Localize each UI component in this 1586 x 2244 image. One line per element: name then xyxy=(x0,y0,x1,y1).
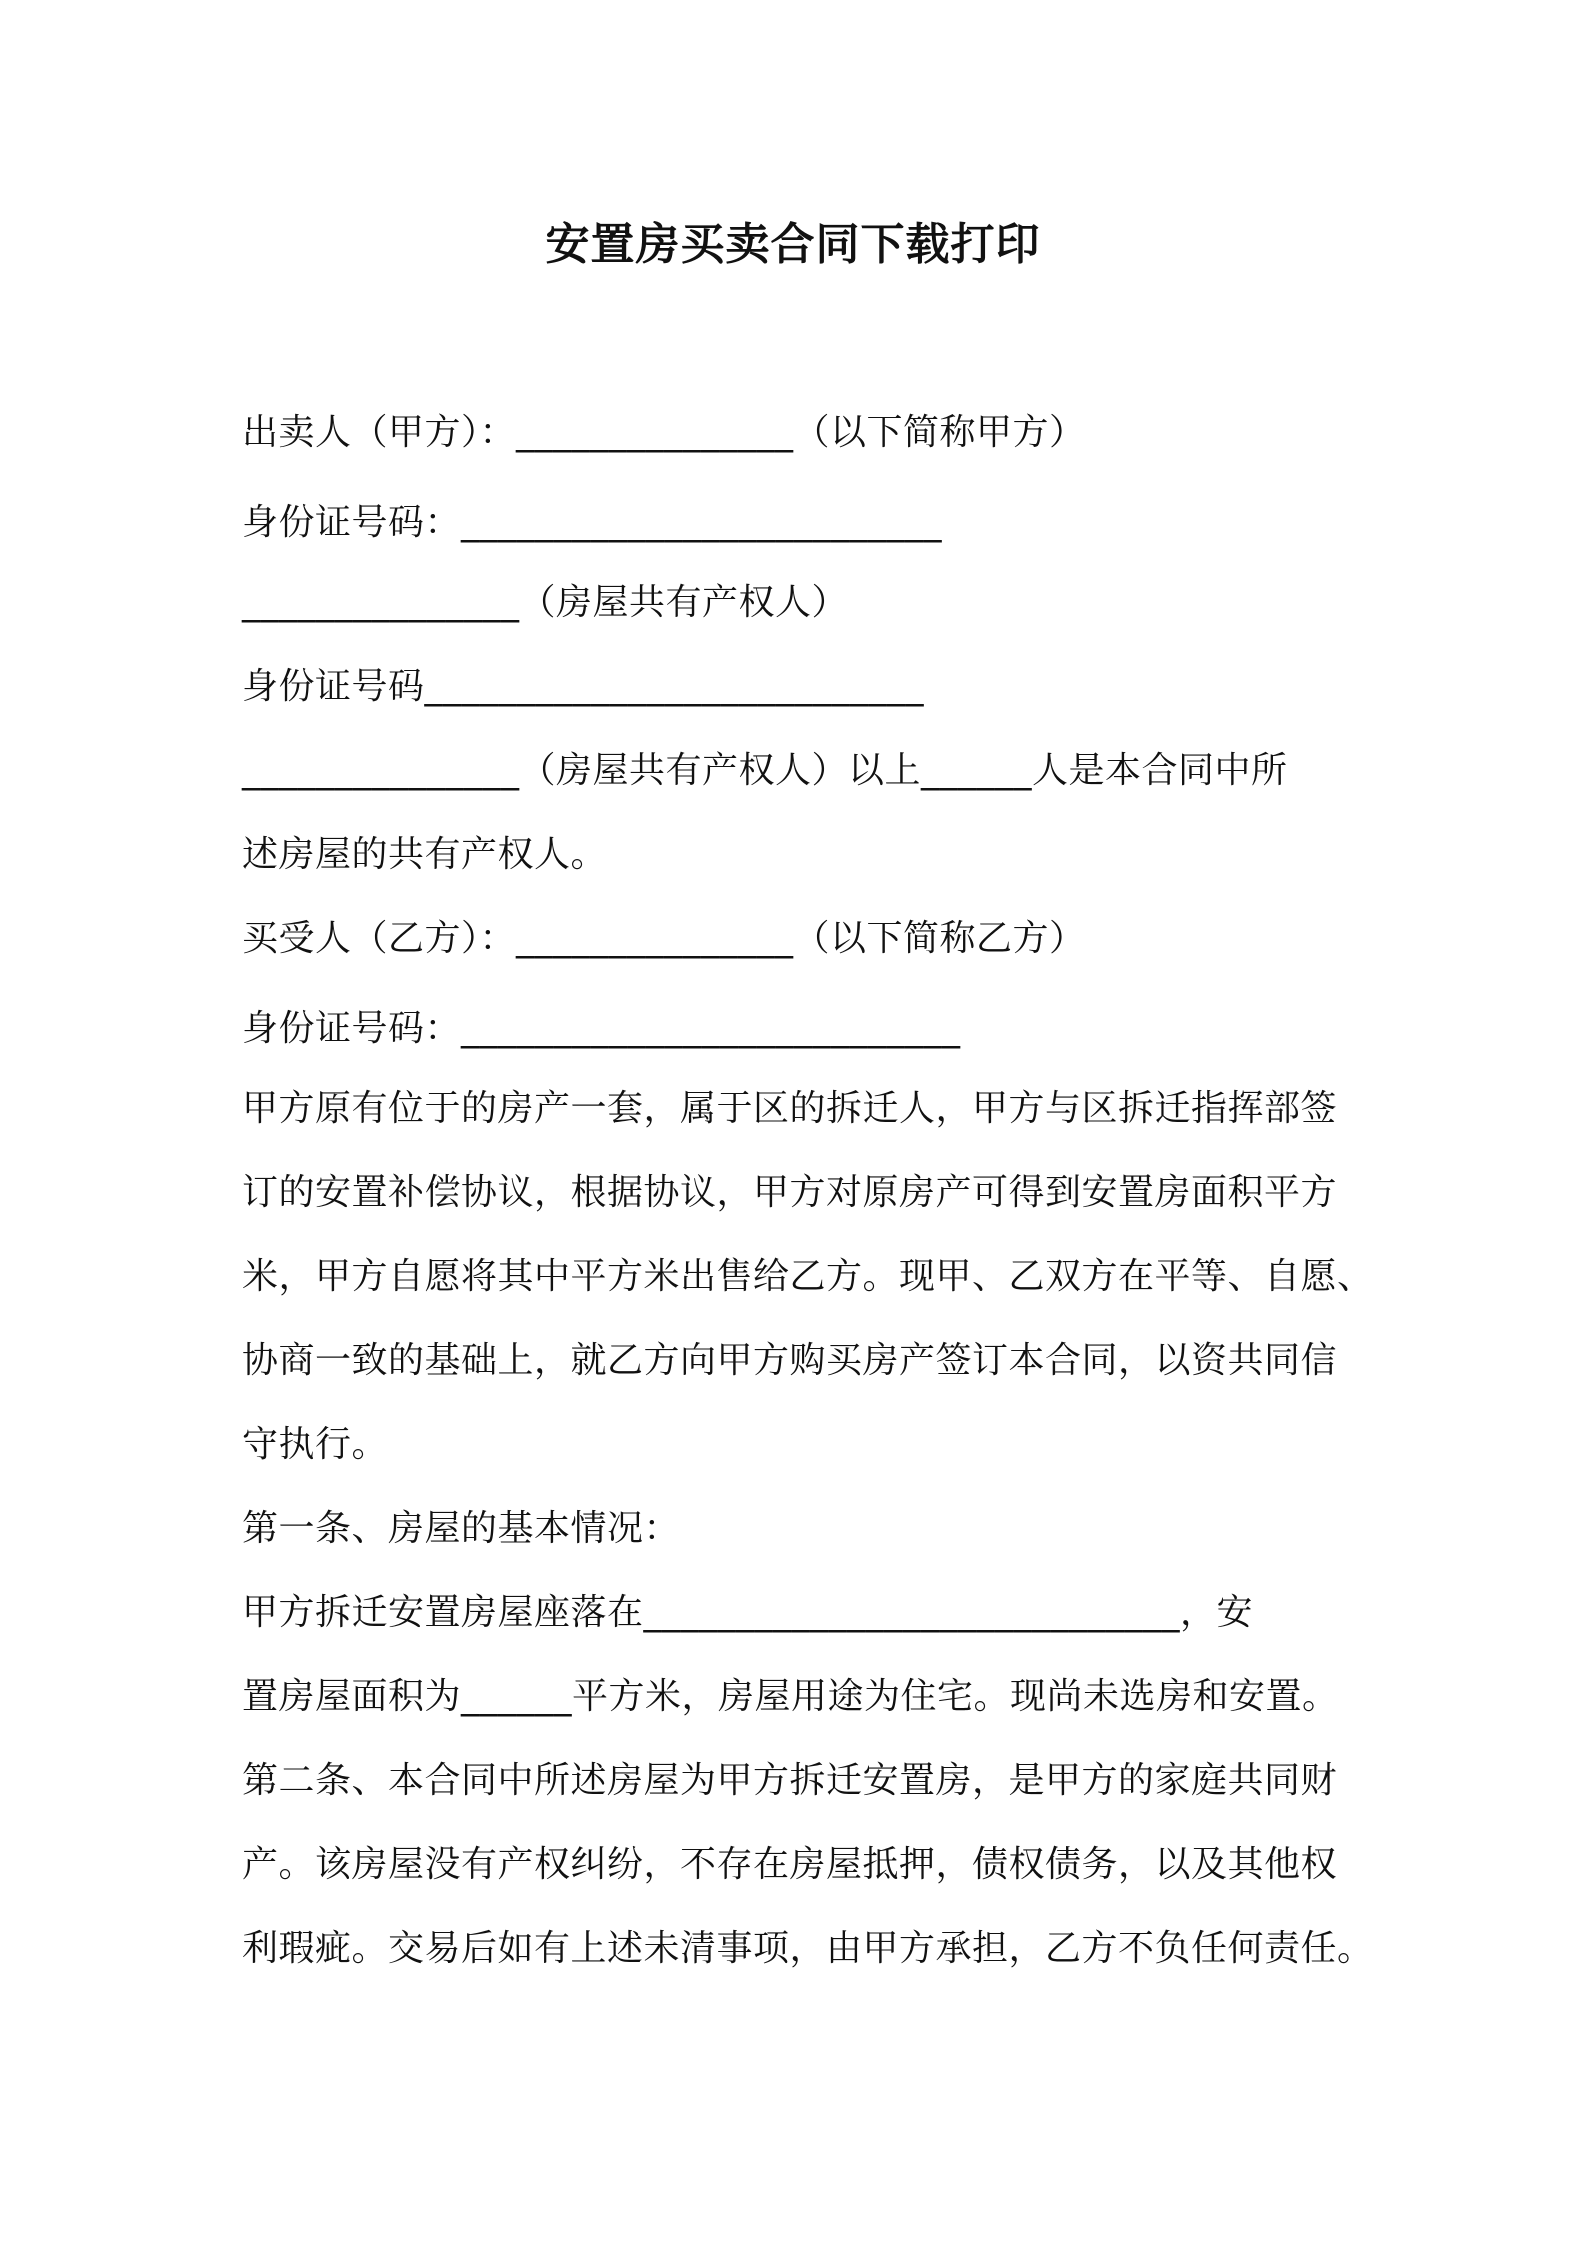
body-line-4: 协商一致的基础上，就乙方向甲方购买房产签订本合同，以资共同信 xyxy=(242,1340,1338,1381)
co-owner-note-line: 述房屋的共有产权人。 xyxy=(242,834,608,875)
buyer-id-line: 身份证号码：___________________________ xyxy=(242,1008,961,1049)
article-2-line-3: 利瑕疵。交易后如有上述未清事项，由甲方承担，乙方不负任何责任。 xyxy=(242,1928,1374,1969)
seller-line: 出卖人（甲方）：_______________（以下简称甲方） xyxy=(242,412,1086,453)
body-line-3: 米，甲方自愿将其中平方米出售给乙方。现甲、乙双方在平等、自愿、 xyxy=(242,1256,1374,1297)
article-2-line-2: 产。该房屋没有产权纠纷，不存在房屋抵押，债权债务，以及其他权 xyxy=(242,1844,1338,1885)
article-1-line-1: 甲方拆迁安置房屋座落在_____________________________，安 xyxy=(242,1592,1254,1633)
seller-id-line: 身份证号码：__________________________ xyxy=(242,502,943,543)
body-line-5: 守执行。 xyxy=(242,1424,389,1465)
buyer-line: 买受人（乙方）：_______________（以下简称乙方） xyxy=(242,918,1086,959)
document-title: 安置房买卖合同下载打印 xyxy=(545,219,1041,270)
co-owner-1-id-line: 身份证号码___________________________ xyxy=(242,666,925,707)
co-owner-1-line: _______________（房屋共有产权人） xyxy=(242,582,849,623)
article-1-heading: 第一条、房屋的基本情况： xyxy=(242,1508,681,1549)
article-2-line-1: 第二条、本合同中所述房屋为甲方拆迁安置房，是甲方的家庭共同财 xyxy=(242,1760,1338,1801)
body-line-1: 甲方原有位于的房产一套，属于区的拆迁人，甲方与区拆迁指挥部签 xyxy=(242,1088,1338,1129)
co-owner-2-line: _______________（房屋共有产权人）以上______人是本合同中所 xyxy=(242,750,1288,791)
article-1-line-2: 置房屋面积为______平方米，房屋用途为住宅。现尚未选房和安置。 xyxy=(242,1676,1339,1717)
body-line-2: 订的安置补偿协议，根据协议，甲方对原房产可得到安置房面积平方 xyxy=(242,1172,1338,1213)
